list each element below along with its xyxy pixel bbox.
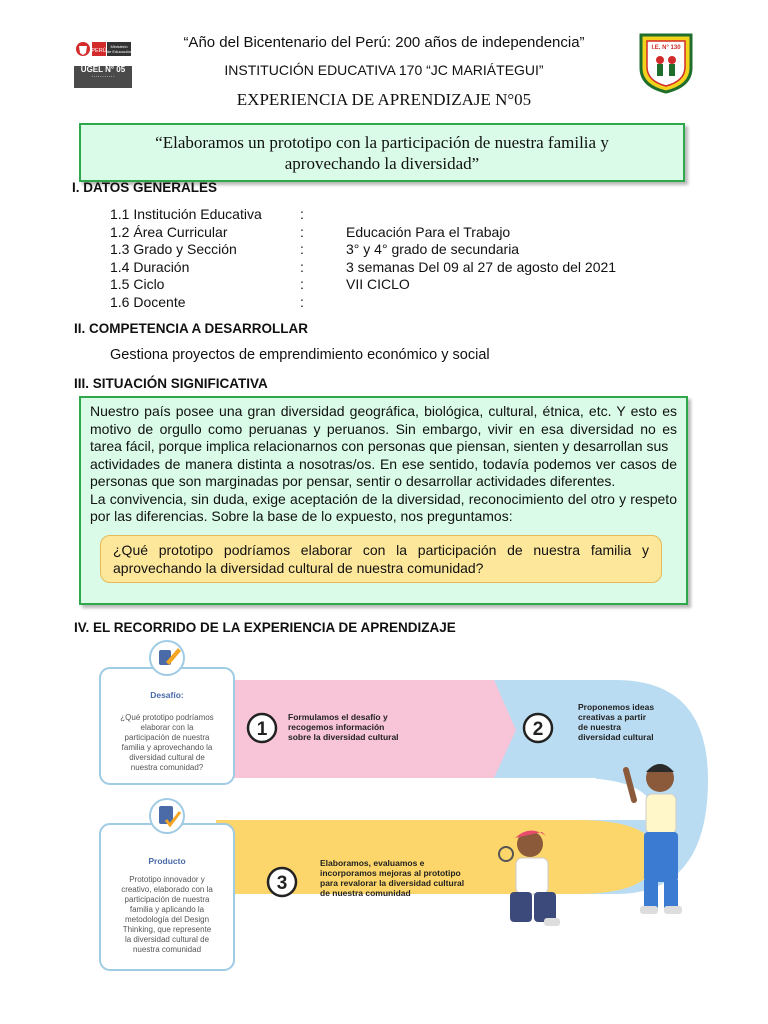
datos-sep: : [300, 224, 304, 240]
desafio-line: ¿Qué prototipo podríamos [120, 713, 214, 722]
step-1-line: Formulamos el desafío y [288, 712, 388, 722]
desafio-line: nuestra comunidad? [130, 763, 204, 772]
svg-text:Ministerio: Ministerio [110, 44, 128, 49]
producto-line: Thinking, que represente [122, 925, 212, 934]
institution-heading: INSTITUCIÓN EDUCATIVA 170 “JC MARIÁTEGUI” [224, 62, 544, 78]
step-2-number: 2 [532, 719, 544, 740]
shield-text: I.E. N° 130 [651, 45, 681, 51]
situacion-paragraph-1: Nuestro país posee una gran diversidad geográfica, biológica, cultural, étnica, etc. Y esto es motivo de orgullo como peruanas y peruanos. Sin embargo, vivir en esa diversidad no es tarea fácil, porque implica relacionarnos con personas que piensan, sienten y desarrollan sus [90, 403, 677, 454]
step-3-line: incorporamos mejoras al prototipo [320, 868, 461, 878]
experience-heading: EXPERIENCIA DE APRENDIZAJE N°05 [236, 90, 532, 109]
svg-text:de Educación: de Educación [106, 49, 132, 54]
step-2-line: de nuestra [578, 722, 621, 732]
experience-title-box [79, 123, 685, 182]
pregunta-retadora-box [100, 535, 662, 583]
producto-line: creativo, elaborado con la [121, 885, 213, 894]
datos-value: 3 semanas Del 09 al 27 de agosto del 2021 [346, 259, 617, 275]
producto-line: metodología del Design [124, 915, 210, 924]
desafio-line: participación de nuestra [124, 733, 210, 742]
situacion-paragraph-3: La convivencia, sin duda, exige aceptación de la diversidad, reconocimiento del otro y respeto por las diferencias. Sobre la base de lo expuesto, nos preguntamos: [90, 490, 677, 524]
ugel-label: UGEL N° 05 [80, 65, 126, 74]
producto-line: Prototipo innovador y [129, 875, 205, 884]
step-2-line: diversidad cultural [578, 732, 654, 742]
desafio-line: diversidad cultural de [129, 753, 205, 762]
step-1-number: 1 [256, 719, 268, 740]
step-2-line: creativas a partir [578, 712, 647, 722]
step-2-line: Proponemos ideas [578, 702, 655, 712]
datos-label: 1.3 Grado y Sección [110, 241, 237, 257]
pregunta-retadora: ¿Qué prototipo podríamos elaborar con la participación de nuestra familia y aprovechando la diversidad cultural de nuestra comunidad? [113, 542, 649, 576]
datos-sep: : [300, 276, 304, 292]
step-1-line: recogemos información [288, 722, 385, 732]
desafio-text [120, 713, 213, 772]
datos-label: 1.6 Docente [110, 294, 186, 310]
ugel-logo: UGEL N° 05 ··········· [74, 66, 132, 88]
step-3-line: Elaboramos, evaluamos e [320, 858, 425, 868]
bicentenario-heading: “Año del Bicentenario del Perú: 200 años de independencia” [183, 34, 585, 51]
producto-line: familia y aplicando la [129, 905, 205, 914]
datos-value: VII CICLO [346, 276, 410, 292]
desafio-line: familia y aprovechando la [121, 743, 213, 752]
datos-label: 1.5 Ciclo [110, 276, 165, 292]
step-3-line: de nuestra comunidad [320, 888, 411, 898]
datos-value: 3° y 4° grado de secundaria [346, 241, 520, 257]
datos-label: 1.2 Área Curricular [110, 224, 228, 240]
datos-label: 1.1 Institución Educativa [110, 206, 262, 222]
producto-line: participación de nuestra [124, 895, 210, 904]
experience-title: “Elaboramos un prototipo con la participación de nuestra familia y aprovechando la diversidad” [155, 132, 609, 173]
desafio-title: Desafío: [150, 690, 184, 700]
step-1-text [288, 712, 399, 742]
producto-text [121, 875, 213, 954]
producto-title: Producto [148, 856, 186, 866]
desafio-line: elaborar con la [140, 723, 194, 732]
section-competencia: II. COMPETENCIA A DESARROLLAR [74, 321, 309, 336]
datos-sep: : [300, 206, 304, 222]
peru-logo-text: PERÚ [91, 48, 107, 54]
situacion-paragraph-2: actividades de manera distinta a nosotras/os. En ese sentido, todavía podemos ver casos de personas que son marginadas por pensar, sentir o desarrollar actividades diferentes. [90, 455, 677, 489]
section-recorrido: IV. EL RECORRIDO DE LA EXPERIENCIA DE APRENDIZAJE [74, 620, 456, 635]
competencia-text: Gestiona proyectos de emprendimiento económico y social [110, 347, 490, 363]
producto-line: nuestra comunidad [132, 945, 202, 954]
datos-sep: : [300, 241, 304, 257]
section-situacion: III. SITUACIÓN SIGNIFICATIVA [74, 376, 268, 391]
step-1-line: sobre la diversidad cultural [288, 732, 399, 742]
step-3-line: para revalorar la diversidad cultural [320, 878, 465, 888]
datos-label: 1.4 Duración [110, 259, 190, 275]
producto-line: la diversidad cultural de [124, 935, 210, 944]
recorrido-diagram [96, 640, 708, 976]
datos-sep: : [300, 294, 304, 310]
datos-sep: : [300, 259, 304, 275]
datos-value: Educación Para el Trabajo [346, 224, 511, 240]
section-datos-generales: I. DATOS GENERALES [72, 180, 218, 195]
step-3-number: 3 [276, 873, 288, 894]
